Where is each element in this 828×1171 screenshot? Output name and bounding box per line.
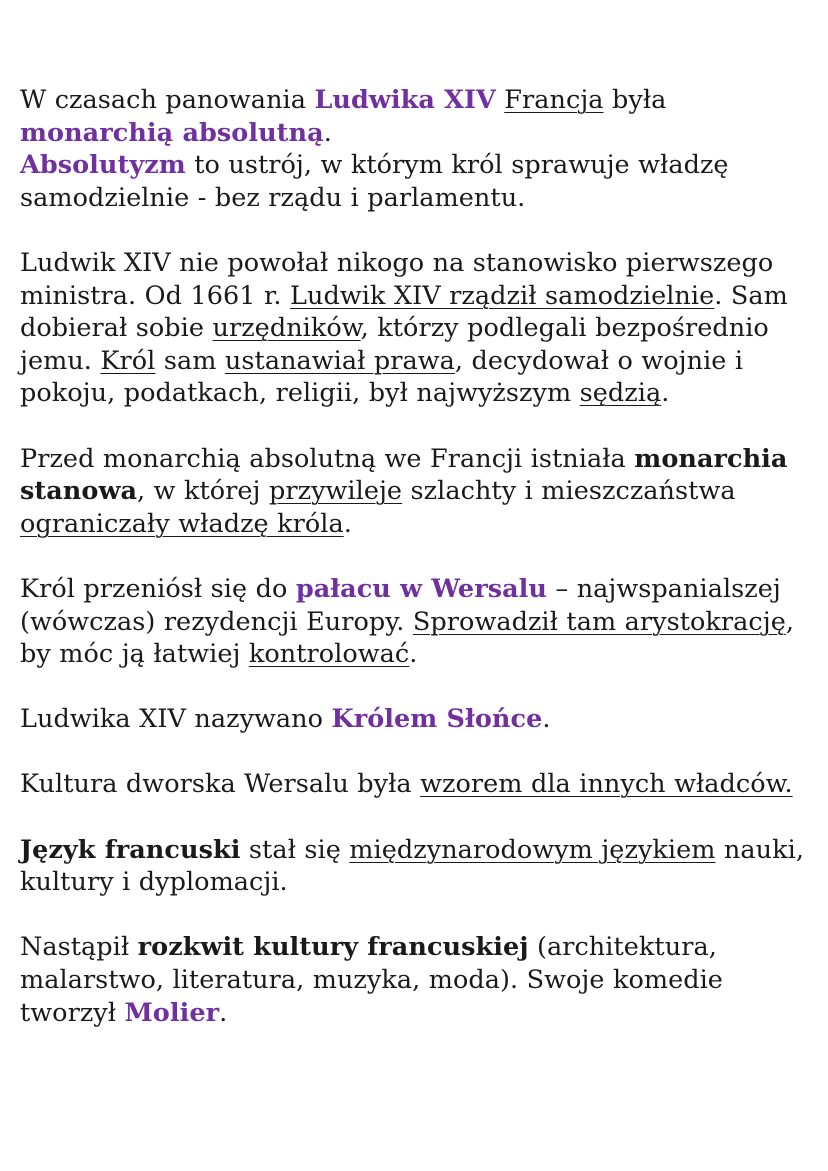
underline-sprowadzil-arystokracje: Sprowadził tam arystokrację: [412, 606, 786, 637]
underline-kontrolowac: kontrolować: [248, 639, 410, 670]
paragraph-versailles: Król przeniósł się do pałacu w Wersalu – najwspanialszej (wówczas) rezydencji Europy. Sprowadził tam arystokrację, by móc ją łatwiej kontrolować.: [20, 573, 795, 670]
paragraph-court-culture: Kultura dworska Wersalu była wzorem dla innych władców.: [20, 769, 793, 800]
underline-miedzynarodowym-jezykiem: międzynarodowym językiem: [349, 834, 716, 865]
term-ludwik-xiv: Ludwika XIV: [314, 85, 496, 115]
definition-absolutyzm: to ustrój, w którym król sprawuje władzę samodzielnie - bez rządu i parlamentu.: [20, 150, 729, 213]
document-page: [20, 84, 820, 1029]
paragraph-culture-bloom: Nastąpił rozkwit kultury francuskiej (architektura, malarstwo, literatura, muzyka, moda). Swoje komedie tworzył Molier.: [20, 932, 723, 1028]
underline-francja: Francja: [504, 85, 604, 115]
term-jezyk-francuski: Język francuski: [20, 834, 241, 865]
term-monarchia-stanowa: monarchia stanowa: [20, 443, 788, 507]
underline-ustanawial-prawa: ustanawiał prawa: [224, 345, 455, 376]
underline-rzadzil-samodzielnie: Ludwik XIV rządził samodzielnie: [290, 280, 715, 311]
term-palac-w-wersalu: pałacu w Wersalu: [295, 573, 547, 604]
term-krolem-slonce: Królem Słońce: [331, 704, 543, 735]
paragraph-sun-king: Ludwika XIV nazywano Królem Słońce.: [20, 704, 551, 735]
term-monarchia-absolutna: monarchią absolutną: [20, 117, 324, 148]
underline-urzednikow: urzędników: [212, 313, 361, 344]
term-absolutyzm: Absolutyzm: [20, 150, 186, 181]
term-molier: Molier: [124, 997, 220, 1028]
paragraph-absolute-monarchy: W czasach panowania Ludwika XIV Francja była monarchią absolutną. Absolutyzm to ustrój, w którym król sprawuje władzę samodzielnie - bez rządu i parlamentu.: [20, 85, 729, 213]
paragraph-estate-monarchy: Przed monarchią absolutną we Francji istniała monarchia stanowa, w której przywileje szlachty i mieszczaństwa ograniczały władzę króla.: [20, 443, 788, 539]
underline-przywileje: przywileje: [268, 476, 403, 507]
underline-krol: Król: [100, 345, 156, 376]
underline-ograniczaly-wladze: ograniczały władzę króla: [20, 508, 344, 539]
paragraph-rule: Ludwik XIV nie powołał nikogo na stanowisko pierwszego ministra. Od 1661 r. Ludwik XIV rządził samodzielnie. Sam dobierał sobie urzędników, którzy podlegali bezpośrednio jemu. Król sam ustanawiał prawa, decydował o wojnie i pokoju, podatkach, religii, był najwyższym sędzią.: [20, 247, 788, 409]
underline-wzorem-dla-innych: wzorem dla innych władców.: [420, 769, 793, 800]
paragraph-french-language: Język francuski stał się międzynarodowym językiem nauki, kultury i dyplomacji.: [20, 834, 804, 898]
underline-sedzia: sędzią: [579, 378, 662, 409]
term-rozkwit-kultury: rozkwit kultury francuskiej: [137, 932, 529, 963]
